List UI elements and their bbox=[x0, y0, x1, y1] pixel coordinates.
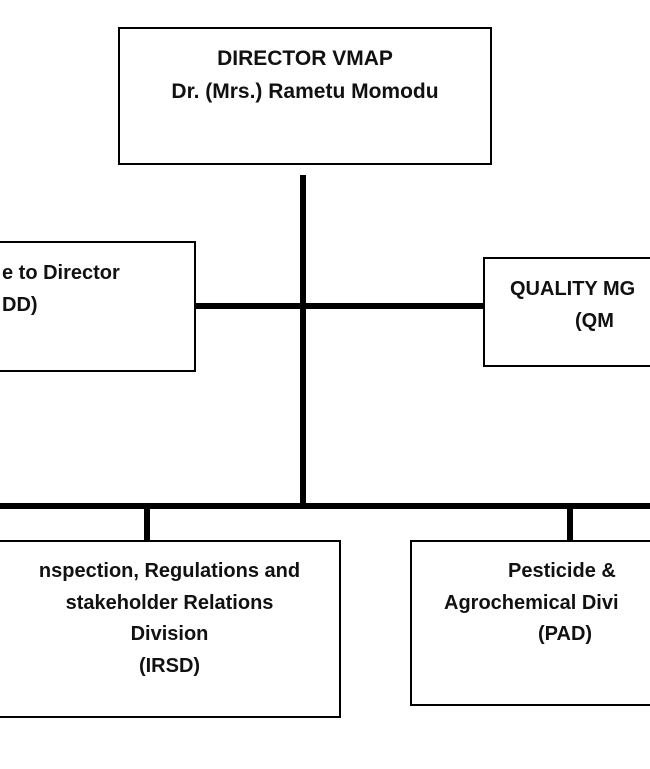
pad-drop-line bbox=[567, 506, 573, 542]
director-title: DIRECTOR VMAP bbox=[217, 47, 393, 70]
office-to-director-box bbox=[0, 241, 196, 372]
pad-line2: Agrochemical Divi bbox=[444, 591, 619, 614]
staff-branch-line bbox=[194, 303, 484, 309]
office-to-director-line1: e to Director bbox=[2, 262, 120, 284]
irsd-line2: stakeholder Relations bbox=[65, 591, 274, 614]
vertical-trunk-line bbox=[300, 175, 306, 509]
quality-management-box bbox=[483, 257, 650, 367]
quality-management-line2: (QM bbox=[575, 310, 614, 332]
division-bus-line bbox=[0, 503, 650, 509]
office-to-director-line2: DD) bbox=[2, 294, 38, 316]
director-name: Dr. (Mrs.) Rametu Momodu bbox=[171, 79, 439, 103]
pad-line3: (PAD) bbox=[538, 623, 593, 646]
pad-division-box bbox=[410, 540, 650, 706]
irsd-division-box bbox=[0, 540, 341, 718]
director-box bbox=[118, 27, 492, 165]
irsd-line1: nspection, Regulations and bbox=[38, 560, 301, 582]
irsd-line4: (IRSD) bbox=[138, 654, 201, 677]
irsd-drop-line bbox=[144, 506, 150, 542]
irsd-line3: Division bbox=[130, 623, 209, 646]
quality-management-line1: QUALITY MG bbox=[510, 278, 636, 300]
pad-line1: Pesticide & bbox=[508, 560, 616, 582]
